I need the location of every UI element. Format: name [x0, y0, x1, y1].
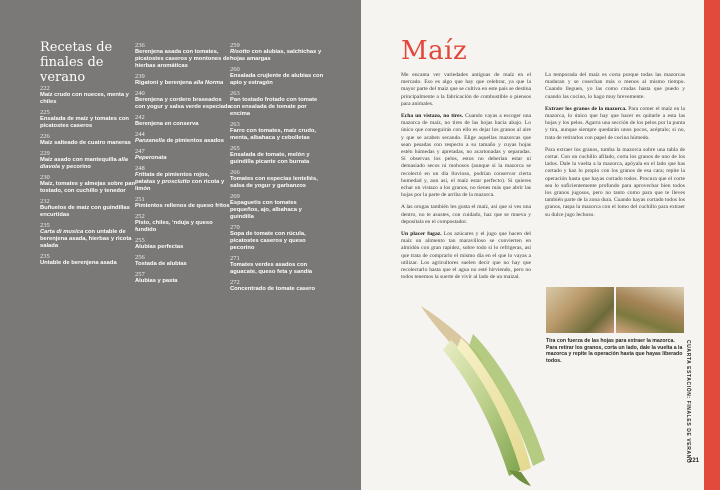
toc-recipe-name: Tomates verdes asados con aguacate, queso feta y sandía	[230, 262, 313, 275]
photo-peeling-husk	[546, 287, 614, 333]
toc-page-number: 265	[230, 145, 240, 152]
toc-recipe-name: Maíz crudo con nueces, menta y chiles	[40, 92, 129, 105]
toc-page-number: 270	[230, 224, 240, 231]
page-number: 221	[689, 458, 700, 464]
toc-recipe-name: Maíz salteado de cuatro maneras	[40, 140, 131, 146]
toc-page-number: 230	[40, 174, 50, 181]
toc-column-1	[40, 85, 136, 270]
toc-entry	[135, 73, 231, 87]
toc-entry	[135, 90, 231, 111]
toc-entry	[40, 150, 136, 171]
toc-recipe-name: Buñuelos de maíz con guindillas encurtidas	[40, 205, 130, 218]
toc-page-number: 235	[40, 253, 50, 260]
toc-recipe-name: Peperonata	[135, 155, 167, 161]
step-photos	[546, 287, 684, 333]
toc-entry	[135, 213, 231, 234]
toc-recipe-name: Panzanella de pimientos asados	[135, 138, 224, 144]
toc-page-number: 225	[40, 109, 50, 116]
toc-recipe-name: Concentrado de tomate casero	[230, 286, 316, 292]
toc-recipe-name: Risotto con alubias, salchichas y hojas amargas	[230, 49, 322, 62]
body-paragraph: A las orugas también les gusta el maíz, así que si ves una dentro, no te asustes, con cuidado, haz que se mueva y deposítala en el compostador.	[401, 204, 531, 225]
toc-entry	[230, 42, 326, 63]
toc-recipe-name: Pimientos rellenos de queso fritos	[135, 203, 230, 209]
toc-entry	[135, 237, 231, 251]
toc-page-number: 248	[135, 165, 145, 172]
toc-recipe-name: Sopa de tomate con rúcula, picatostes caseros y queso pecorino	[230, 231, 306, 251]
toc-page-number: 232	[40, 198, 50, 205]
toc-entry	[230, 145, 326, 166]
toc-entry	[40, 222, 136, 250]
toc-entry	[135, 165, 231, 193]
page-title: Maíz	[401, 36, 468, 66]
corn-stem	[509, 470, 531, 486]
body-paragraph: Un placer fugaz. Los azúcares y el jugo que hacen del maíz un alimento tan maravilloso se convierten en almidón con gran rapidez, sobre todo si lo refrigeras, así que trata de comprarlo el mismo día en el que lo vayas a utilizar. Los agricultores suelen decir que no hay que recolectarlo hasta que el agua no esté hirviendo, pero no todos tenemos la suerte de vivir al lado de un maizal.	[401, 231, 531, 281]
toc-page-number: 235	[40, 222, 50, 229]
body-column-left	[401, 72, 531, 286]
toc-recipe-name: Rigatoni y berenjena alla Norma	[135, 80, 224, 86]
toc-recipe-name: Ensalada de maíz y tomates con picatostes caseros	[40, 116, 129, 129]
toc-page-number: 236	[135, 42, 145, 49]
toc-page-number: 272	[230, 279, 240, 286]
toc-page-number: 239	[135, 73, 145, 80]
toc-recipe-name: Untable de berenjena asada	[40, 260, 117, 266]
photo-caption: Tira con fuerza de las hojas para extraer la mazorca. Para retirar los granos, corta un lado, dale la vuelta a la mazorca y repite la operación hasta que hayas liberado todos.	[546, 338, 683, 364]
body-paragraph: Me encanta ver variedades antiguas de maíz en el mercado. Eso es algo que hay que celebrar, ya que la mayor parte del maíz que se cultiva en este país se destina principalmente a la fabricación de combustible o piensos para animales.	[401, 72, 532, 107]
toc-recipe-name: Ensalada crujiente de alubias con apio y estragón	[230, 73, 324, 86]
toc-entry	[230, 255, 326, 276]
toc-page-number: 222	[40, 85, 50, 92]
toc-recipe-name: Ensalada de tomate, melón y guindilla picante con burrata	[230, 152, 310, 165]
toc-entry	[40, 133, 136, 147]
toc-recipe-name: Carta di musica con untable de berenjena asada, hierbas y ricota salada	[40, 229, 132, 249]
toc-page-number: 263	[230, 90, 240, 97]
toc-column-2	[135, 42, 231, 288]
toc-entry	[40, 174, 136, 195]
toc-entry	[230, 224, 326, 252]
toc-entry	[135, 42, 231, 70]
body-paragraph: Echa un vistazo, no tires. Cuando vayas a escoger una mazorca de maíz, no tires de las hojas hacia abajo. Lo único que conseguirás con ello es dejar los granos al aire y que se acaben secando. Elige aquellas mazorcas que sean pesadas con respecto a su tamaño y cuyas hojas estén húmedas y apretadas, no acartonadas y separadas. Si observas los pelos, estos no deberían estar ni demasiado secos ni mohosos (aunque si la mazorca se recolectó en un día lluvioso, podrían conservar cierta humedad y, aun así, el maíz estar perfecto). Si quieres echar un vistazo a los granos, no tienes más que abrir las hojas por la parte de arriba de la mazorca.	[401, 113, 531, 199]
toc-recipe-name: Maíz asado con mantequilla alla diavola y pecorino	[40, 157, 128, 170]
toc-page-number: 252	[135, 213, 145, 220]
toc-recipe-name: Frittata de pimientos rojos, patatas y prosciutto con ricota y limón	[135, 172, 225, 192]
toc-page-number: 240	[135, 90, 145, 97]
red-page-edge	[704, 0, 720, 490]
toc-page-number: 271	[230, 255, 240, 262]
toc-recipe-name: Tomates con especias lenteliés, salsa de yogur y garbanzos	[230, 176, 318, 189]
toc-entry	[40, 85, 136, 106]
body-paragraph: Extraer los granos de la mazorca. Para comer el maíz en la mazorca, lo único que hay que hacer es quitarle a esta las hojas y los pelos. Agarra una sección de los pelos por la punta y tira, aunque siempre quedarán unos pocos, acéptalo; si no, trata de retirarlos con papel de cocina húmedo.	[545, 105, 686, 141]
photo-cutting-kernels	[616, 287, 684, 333]
toc-page-number: 229	[40, 150, 50, 157]
body-paragraph: Para extraer los granos, tumba la mazorca sobre una tabla de cortar. Con un cuchillo afilado, corta los granos de uno de los lados. Dale la vuelta a la mazorca, apóyala en el lado que has cortado y haz lo propio con los granos de esa cara; repite la operación hasta que hayas cortado todos. Procura que el corte sea lo suficientemente profundo para aprovechar bien todos los granos jugosos, pero no tanto como para que te lleves también parte de la zona dura. Cuando hayas cortado todos los granos, raspa la mazorca con el lomo del cuchillo para extraer su dulce jugo lechoso.	[545, 146, 685, 218]
toc-page-number: 255	[135, 237, 145, 244]
toc-page-number: 263	[230, 121, 240, 128]
toc-recipe-name: Pisto, chiles, ‘nduja y queso fundido	[135, 220, 213, 233]
toc-recipe-name: Farro con tomates, maíz crudo, menta, albahaca y cebolletas	[230, 128, 317, 141]
toc-recipe-name: Maíz, tomates y almejas sobre pan tostado, con cuchillo y tenedor	[40, 181, 136, 194]
toc-entry	[40, 109, 136, 130]
toc-entry	[135, 254, 231, 268]
toc-page-number: 226	[40, 133, 50, 140]
toc-recipe-name: Espaguetis con tomates pequeños, ajo, albahaca y guindilla	[230, 200, 302, 220]
toc-recipe-name: Pan tostado frotado con tomate con ensalada de tomate por encima	[230, 97, 318, 117]
toc-page-number: 247	[135, 148, 145, 155]
section-label: CUARTA ESTACIÓN: FINALES DE VERANO	[685, 340, 691, 464]
toc-entry	[135, 196, 231, 210]
toc-recipe-name: Berenjena en conserva	[135, 121, 199, 127]
toc-entry	[230, 90, 326, 118]
toc-entry	[135, 131, 231, 145]
corn-illustration	[413, 300, 553, 490]
body-column-right	[545, 72, 685, 224]
toc-recipe-name: Alubias y pasta	[135, 278, 178, 284]
toc-page-number: 251	[135, 196, 145, 203]
toc-entry	[230, 66, 326, 87]
toc-entry	[135, 114, 231, 128]
toc-recipe-name: Berenjena y cordero braseados con yogur y salsa verde especiada	[135, 97, 231, 110]
toc-page-number: 244	[135, 131, 145, 138]
toc-page-number: 269	[230, 193, 240, 200]
toc-page-number: 257	[135, 271, 145, 278]
toc-entry	[40, 198, 136, 219]
toc-entry	[135, 271, 231, 285]
toc-page-number: 260	[230, 66, 240, 73]
toc-entry	[40, 253, 136, 267]
right-page	[361, 0, 720, 490]
body-paragraph: La temporada del maíz es corta porque todas las mazorcas maduran y se cosechan más o menos al mismo tiempo. Cuando lleguen, yo las como crudas hasta que puedo y cuando las cocino, lo hago muy brevemente.	[545, 72, 685, 100]
toc-entry	[135, 148, 231, 162]
toc-column-3	[230, 42, 326, 296]
toc-recipe-name: Berenjena asada con tomates, picatostes caseros y montones de hierbas aromáticas	[135, 49, 230, 69]
toc-entry	[230, 193, 326, 221]
toc-entry	[230, 169, 326, 190]
toc-entry	[230, 279, 326, 293]
toc-entry	[230, 121, 326, 142]
toc-page-number: 266	[230, 169, 240, 176]
toc-page-number: 242	[135, 114, 145, 121]
toc-recipe-name: Tostada de alubias	[135, 261, 187, 267]
toc-page-number: 256	[135, 254, 145, 261]
toc-title: Recetas de finales de verano	[40, 40, 113, 85]
toc-recipe-name: Alubias perfectas	[135, 244, 184, 250]
toc-page-number: 259	[230, 42, 240, 49]
